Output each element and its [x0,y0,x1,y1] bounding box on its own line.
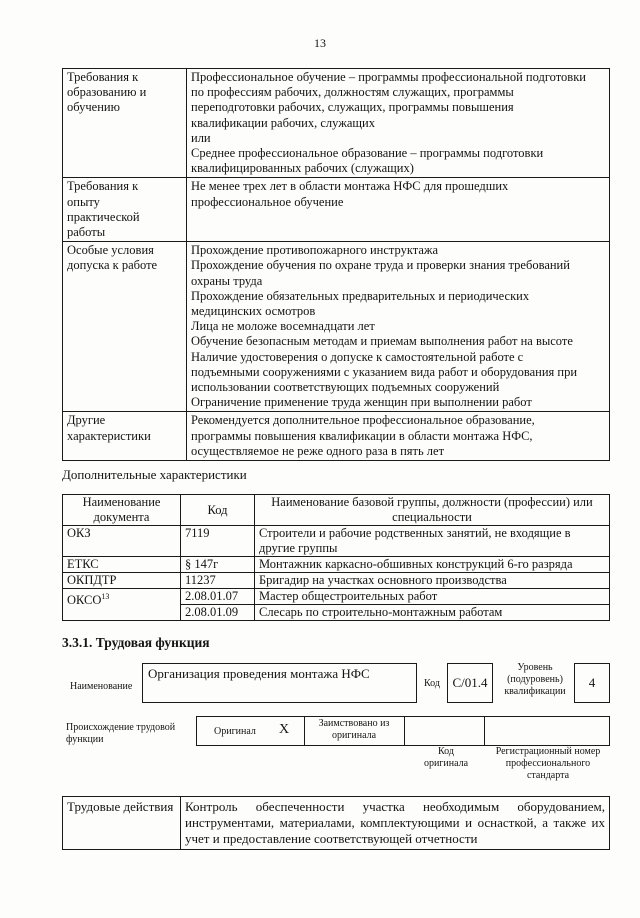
requirement-content-line: медицинских осмотров [191,304,316,319]
name-line: Строители и рабочие родственных занятий, не входящие в [259,526,571,540]
requirement-content-line: Ограничение применение труда женщин при выполнении работ [191,395,532,410]
labor-actions-line: Контроль обеспеченности участка необходимым оборудованием, [185,799,605,814]
requirement-label-line: Другие [67,413,106,428]
page-number: 13 [314,36,326,50]
requirement-content-line: по профессиям рабочих, должностям служащих, программы [191,85,514,100]
level-value: 4 [574,663,610,703]
labor-actions-line: инструментами, материалами, комплектующими и оснасткой, а также их [185,815,605,830]
labor-function-title: 3.3.1. Трудовая функция [62,635,210,650]
level-label [496,662,574,698]
footnote-ref: 13 [101,592,110,601]
origin-label-line: функции [66,734,104,745]
requirement-content-line: Наличие удостоверения о допуске к самостоятельной работе с [191,349,524,364]
requirement-content [187,242,610,412]
level-label-line: Уровень [517,662,553,673]
code-cell: 11237 [181,573,255,589]
name-line: Слесарь по строительно-монтажным работам [259,605,503,619]
reg-number-caption-line: профессионального [505,758,591,769]
reg-number-caption [486,746,610,782]
document-name: ОКСО [67,593,102,608]
origin-label-line: Происхождение трудовой [66,722,176,733]
name-cell [255,573,610,589]
labor-actions-line: учет и предоставление соответствующей отчетности [185,831,478,846]
requirement-content-line: профессиональное обучение [191,194,344,209]
table-row [63,526,610,557]
function-name-label: Наименование [70,681,133,692]
origin-label [66,722,175,746]
code-cell: 2.08.01.09 [181,605,255,621]
borrowed-label-line: Заимствовано из [318,718,390,729]
header-document-line: Наименование [82,495,161,509]
name-cell [255,526,610,557]
level-label-line: квалификации [504,686,566,697]
table-row [63,412,610,461]
requirement-label-line: работы [67,225,106,240]
name-cell [255,605,610,621]
level-label-line: (подуровень) [507,674,563,685]
original-mark: X [279,722,290,737]
function-code-label: Код [424,678,440,689]
table-row [63,573,610,589]
origin-divider [484,716,485,746]
code-original-caption [408,746,484,770]
reg-number-caption-line: Регистрационный номер [495,746,601,757]
name-cell [255,557,610,573]
name-line: Мастер общестроительных работ [259,589,438,603]
requirement-content-line: Рекомендуется дополнительное профессиональное образование, [191,413,535,428]
function-code-value: C/01.4 [447,663,493,703]
requirement-label [63,412,187,461]
requirement-label-line: Требования к [67,70,139,84]
origin-box [196,716,610,746]
origin-divider [304,716,305,746]
code-cell: 7119 [181,526,255,557]
requirement-label-line: допуска к работе [67,258,158,273]
additional-characteristics-table [62,494,610,621]
origin-divider [404,716,405,746]
requirement-content-line: подъемными сооружениями с указанием вида работ и оборудования при [191,364,578,379]
requirement-content-line: Лица не моложе восемнадцати лет [191,319,375,334]
header-code: Код [181,495,255,526]
document-name: ЕТКС [67,557,99,571]
code-cell: 2.08.01.07 [181,589,255,605]
requirement-label-line: опыту [67,194,100,209]
requirement-content-line: Прохождение обучения по охране труда и проверки знания требований [191,258,570,273]
function-name-box [142,663,417,703]
original-label: Оригинал [214,726,256,737]
requirement-content-line: Профессиональное обучение – программы профессиональной подготовки [191,70,586,84]
table-row [63,589,610,605]
requirement-label-line: Особые условия [67,243,154,258]
labor-actions-label: Трудовые действия [63,797,181,850]
requirement-content-line: Прохождение обязательных предварительных и периодических [191,288,530,303]
requirement-content-line: Прохождение противопожарного инструктажа [191,243,439,258]
code-original-caption-line: оригинала [423,758,469,769]
document-name: ОКЗ [67,526,91,540]
requirement-content [187,178,610,242]
requirement-label-line: Требования к [67,179,139,194]
requirements-table [62,68,610,461]
requirement-label-line: образованию и [67,85,147,100]
borrowed-label [308,718,400,742]
requirement-content-line: Среднее профессиональное образование – программы подготовки [191,146,544,161]
requirement-content-line: осуществляемое не реже одного раза в пять лет [191,443,445,458]
requirement-content [187,412,610,461]
header-document-line: документа [93,510,150,524]
requirement-content-line: использовании соответствующих подъемных сооружений [191,380,500,395]
requirement-content-line: Не менее трех лет в области монтажа НФС для прошедших [191,179,509,194]
name-cell [255,589,610,605]
name-line: Монтажник каркасно-обшивных конструкций 6-го разряда [259,557,573,571]
document-cell [63,573,181,589]
header-name-line: специальности [392,510,472,524]
requirement-label-line: обучению [67,100,120,115]
requirement-content-line: Обучение безопасным методам и приемам выполнения работ на высоте [191,334,573,349]
name-line: Бригадир на участках основного производства [259,573,507,587]
function-name-value: Организация проведения монтажа НФС [148,666,370,681]
document-cell [63,589,181,621]
code-cell: § 147г [181,557,255,573]
document-cell [63,526,181,557]
name-line: другие группы [259,541,338,555]
header-name-line: Наименование базовой группы, должности (профессии) или [271,495,593,509]
borrowed-label-line: оригинала [331,730,377,741]
reg-number-caption-line: стандарта [526,770,570,781]
requirement-content-line: программы повышения квалификации в области монтажа НФС, [191,428,533,443]
requirement-label-line: характеристики [67,428,151,443]
requirement-content-line: охраны труда [191,273,263,288]
requirement-label-line: практической [67,209,140,224]
requirement-content-line: квалификации рабочих, служащих [191,115,375,130]
requirement-content-line: переподготовки рабочих, служащих, программы повышения [191,100,514,115]
requirement-content [187,69,610,178]
table-row [63,557,610,573]
requirement-content-line: квалифицированных рабочих (служащих) [191,161,414,176]
requirement-label [63,242,187,412]
requirement-content-line: или [191,130,211,145]
document-cell [63,557,181,573]
table-row [63,69,610,178]
requirement-label [63,178,187,242]
header-name [255,495,610,526]
additional-characteristics-title: Дополнительные характеристики [62,467,247,482]
header-document [63,495,181,526]
labor-actions-table [62,796,610,850]
labor-actions-content [181,797,610,850]
table-row [63,178,610,242]
table-row [63,242,610,412]
table-header-row [63,495,610,526]
code-original-caption-line: Код [438,746,454,757]
document-name: ОКПДТР [67,573,117,587]
requirement-label [63,69,187,178]
labor-actions-row [63,797,610,850]
